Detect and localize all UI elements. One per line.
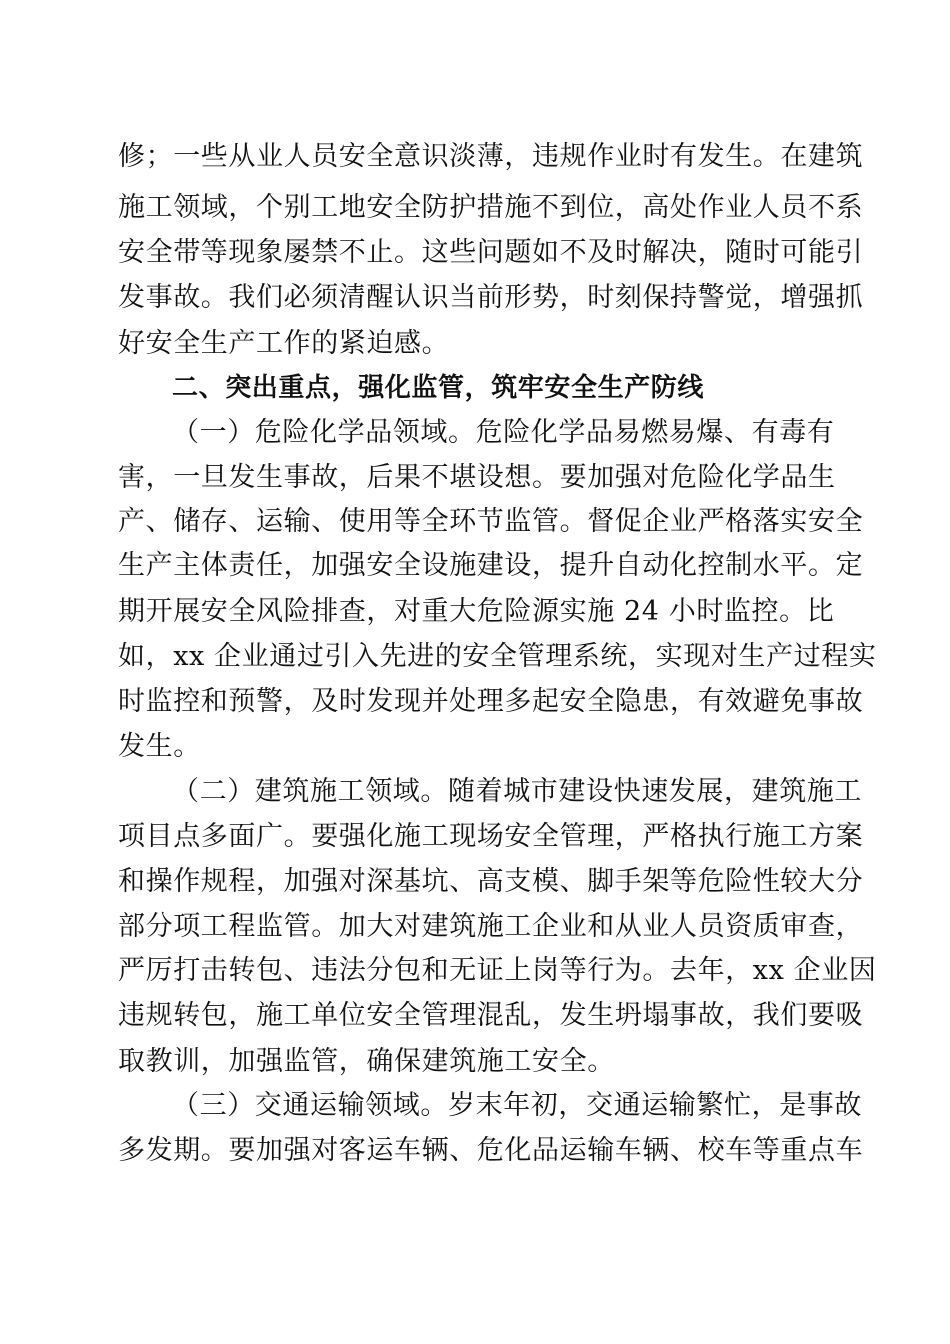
text-line: 发生。 xyxy=(118,731,201,762)
text-line: 时监控和预警，及时发现并处理多起安全隐患，有效避免事故 xyxy=(118,686,864,717)
text-line: 好安全生产工作的紧迫感。 xyxy=(118,328,450,359)
paragraph-first-line: （三）交通运输领域。岁末年初，交通运输繁忙，是事故 xyxy=(172,1090,862,1121)
text-line: 产、储存、运输、使用等全环节监管。督促企业严格落实安全 xyxy=(118,506,864,537)
section-heading: 二、突出重点，强化监管，筑牢安全生产防线 xyxy=(172,373,705,403)
text-line: 发事故。我们必须清醒认识当前形势，时刻保持警觉，增强抓 xyxy=(118,282,864,313)
text-line: 多发期。要加强对客运车辆、危化品运输车辆、校车等重点车 xyxy=(118,1135,864,1166)
text-line: 违规转包，施工单位安全管理混乱，发生坍塌事故，我们要吸 xyxy=(118,1000,864,1031)
text-line: 期开展安全风险排查，对重大危险源实施 24 小时监控。比 xyxy=(118,596,835,627)
text-line: 部分项工程监管。加大对建筑施工企业和从业人员资质审查， xyxy=(118,911,864,942)
text-line: 生产主体责任，加强安全设施建设，提升自动化控制水平。定 xyxy=(118,550,864,581)
text-line: 施工领域，个别工地安全防护措施不到位，高处作业人员不系 xyxy=(118,192,864,223)
text-line: 如，xx 企业通过引入先进的安全管理系统，实现对生产过程实 xyxy=(118,641,877,672)
text-line: 取教训，加强监管，确保建筑施工安全。 xyxy=(118,1046,615,1077)
text-line: 害，一旦发生事故，后果不堪设想。要加强对危险化学品生 xyxy=(118,462,836,493)
text-line: 安全带等现象屡禁不止。这些问题如不及时解决，随时可能引 xyxy=(118,237,864,268)
paragraph-first-line: （二）建筑施工领域。随着城市建设快速发展，建筑施工 xyxy=(172,776,862,807)
text-line: 和操作规程，加强对深基坑、高支模、脚手架等危险性较大分 xyxy=(118,866,864,897)
text-line: 严厉打击转包、违法分包和无证上岗等行为。去年，xx 企业因 xyxy=(118,955,877,986)
paragraph-first-line: （一）危险化学品领域。危险化学品易燃易爆、有毒有 xyxy=(172,417,835,448)
text-line: 项目点多面广。要强化施工现场安全管理，严格执行施工方案 xyxy=(118,821,864,852)
text-line: 修；一些从业人员安全意识淡薄，违规作业时有发生。在建筑 xyxy=(118,141,864,172)
